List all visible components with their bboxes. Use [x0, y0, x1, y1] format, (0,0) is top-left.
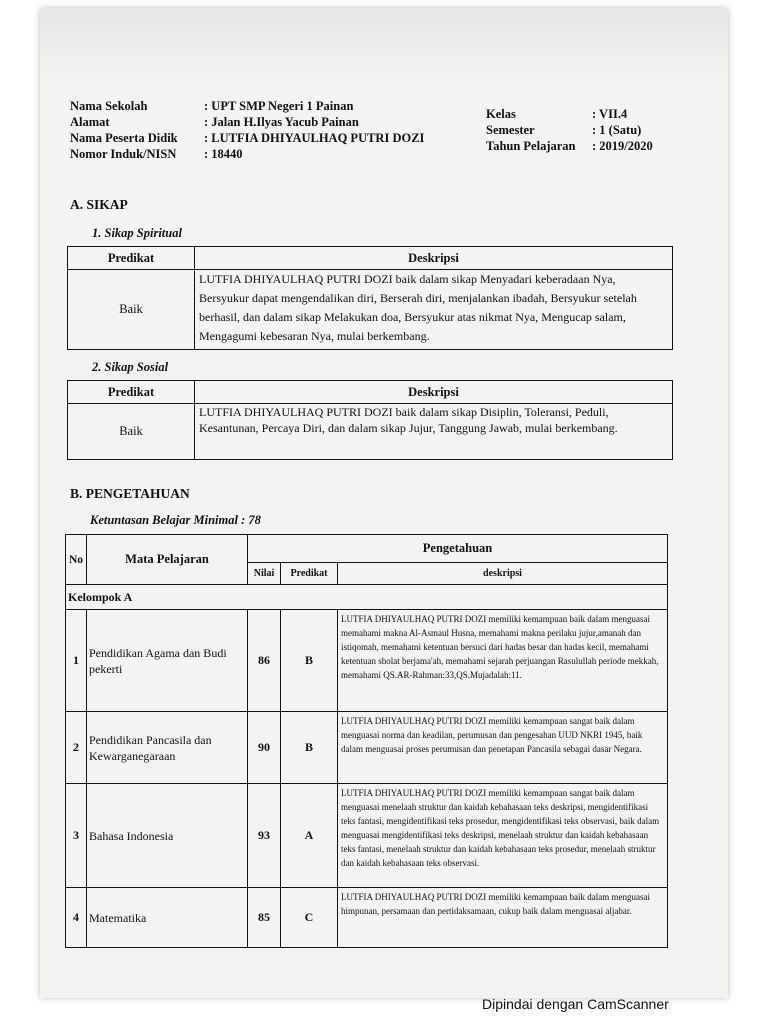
sosial-deskripsi: LUTFIA DHIYAULHAQ PUTRI DOZI baik dalam sikap Disiplin, Toleransi, Peduli, Kesantunan, Percaya Diri, dan dalam sikap Jujur, Tanggung Jawab, mulai berkembang.	[195, 404, 673, 460]
label-semester: Semester	[486, 123, 535, 137]
sikap-spiritual-table	[67, 246, 673, 350]
col-predikat: Predikat	[68, 381, 195, 404]
value-kelas: : VII.4	[592, 107, 628, 121]
label-kelas: Kelas	[486, 107, 516, 121]
row-no: 3	[66, 784, 87, 888]
sikap-sosial-table	[67, 380, 673, 460]
row-mapel: Pendidikan Pancasila dan Kewarganegaraan	[87, 712, 248, 784]
row-no: 1	[66, 610, 87, 712]
row-deskripsi: LUTFIA DHIYAULHAQ PUTRI DOZI memiliki kemampuan baik dalam menguasai memahami makna Al-Asmaul Husna, memahami makna perilaku jujur,amanah dan istiqomah, memahami ketentuan bersuci dari hadas besar dan hadas kecil, memahami ketentuan sholat berjama'ah, memahami sejarah perjuangan Rasulullah periode mekkah, memahami QS.AR-Rahman:33,QS.Mujadalah:11.	[338, 610, 668, 712]
row-predikat: B	[281, 712, 338, 784]
sosial-predikat: Baik	[68, 404, 195, 460]
row-deskripsi: LUTFIA DHIYAULHAQ PUTRI DOZI memiliki kemampuan baik dalam menguasai himpunan, persamaan dan pertidaksamaan, cukup baik dalam menguasai aljabar.	[338, 888, 668, 948]
label-nama-peserta: Nama Peserta Didik	[70, 131, 178, 145]
label-tahun: Tahun Pelajaran	[486, 139, 576, 153]
col-deskripsi: deskripsi	[338, 563, 668, 585]
sikap-sosial-title: 2. Sikap Sosial	[92, 360, 169, 374]
camscanner-watermark: Dipindai dengan CamScanner	[482, 996, 669, 1012]
row-deskripsi: LUTFIA DHIYAULHAQ PUTRI DOZI memiliki kemampuan sangat baik dalam menguasai menelaah struktur dan kaidah kebahasaan teks deskripsi, mengidentifikasi teks fantasi, mengidentifikasi teks prosedur, mengidentifikasi teks observasi, baik dalam menguasai mengidentifikasi teks deskripsi, menelaah struktur dan kaidah kebahasaan teks fantasi, menelaah struktur dan kaidah kebahasaan teks prosedur, menelaah struktur dan kaidah kebahasaan teks observasi.	[338, 784, 668, 888]
row-nilai: 90	[248, 712, 281, 784]
group-label: Kelompok A	[66, 585, 668, 610]
page-top-shadow	[40, 8, 728, 78]
col-predikat: Predikat	[281, 563, 338, 585]
col-deskripsi: Deskripsi	[195, 247, 673, 270]
col-no: No	[66, 535, 87, 585]
label-alamat: Alamat	[70, 115, 110, 129]
value-alamat: : Jalan H.Ilyas Yacub Painan	[204, 115, 359, 129]
row-predikat: C	[281, 888, 338, 948]
row-mapel: Matematika	[87, 888, 248, 948]
table-row	[66, 712, 668, 784]
col-predikat: Predikat	[68, 247, 195, 270]
section-pengetahuan-title: B. PENGETAHUAN	[70, 486, 190, 501]
section-sikap-title: A. SIKAP	[70, 197, 128, 212]
row-deskripsi: LUTFIA DHIYAULHAQ PUTRI DOZI memiliki kemampuan sangat baik dalam menguasai norma dan keadilan, perumusan dan pengesahan UUD NKRI 1945, baik dalam menguasai proses perumusan dan penetapan Pancasila sebagai dasar Negara.	[338, 712, 668, 784]
row-nilai: 86	[248, 610, 281, 712]
table-row	[66, 610, 668, 712]
pengetahuan-table	[65, 534, 668, 948]
col-mapel: Mata Pelajaran	[87, 535, 248, 585]
sikap-spiritual-title: 1. Sikap Spiritual	[92, 226, 182, 240]
table-row	[66, 784, 668, 888]
row-nilai: 93	[248, 784, 281, 888]
value-nama-peserta: : LUTFIA DHIYAULHAQ PUTRI DOZI	[204, 131, 425, 145]
value-nisn: : 18440	[204, 147, 243, 161]
label-nama-sekolah: Nama Sekolah	[70, 99, 148, 113]
row-nilai: 85	[248, 888, 281, 948]
row-mapel: Pendidikan Agama dan Budi pekerti	[87, 610, 248, 712]
row-predikat: A	[281, 784, 338, 888]
value-nama-sekolah: : UPT SMP Negeri 1 Painan	[204, 99, 354, 113]
col-deskripsi: Deskripsi	[195, 381, 673, 404]
student-info-right	[486, 106, 653, 154]
spiritual-deskripsi: LUTFIA DHIYAULHAQ PUTRI DOZI baik dalam sikap Menyadari keberadaan Nya, Bersyukur dapat mengendalikan diri, Berserah diri, menjalankan ibadah, Bersyukur setelah berhasil, dan dalam sikap Melakukan doa, Bersyukur atas nikmat Nya, Mengucap salam, Mengagumi kebesaran Nya, mulai berkembang.	[195, 270, 673, 350]
value-semester: : 1 (Satu)	[592, 123, 642, 137]
row-predikat: B	[281, 610, 338, 712]
table-row	[66, 888, 668, 948]
row-no: 4	[66, 888, 87, 948]
student-info-left	[70, 98, 424, 162]
row-no: 2	[66, 712, 87, 784]
col-pengetahuan: Pengetahuan	[248, 535, 668, 563]
row-mapel: Bahasa Indonesia	[87, 784, 248, 888]
label-nisn: Nomor Induk/NISN	[70, 147, 177, 161]
kkm-label: Ketuntasan Belajar Minimal : 78	[90, 513, 261, 527]
col-nilai: Nilai	[248, 563, 281, 585]
value-tahun: : 2019/2020	[592, 139, 653, 153]
spiritual-predikat: Baik	[68, 270, 195, 350]
